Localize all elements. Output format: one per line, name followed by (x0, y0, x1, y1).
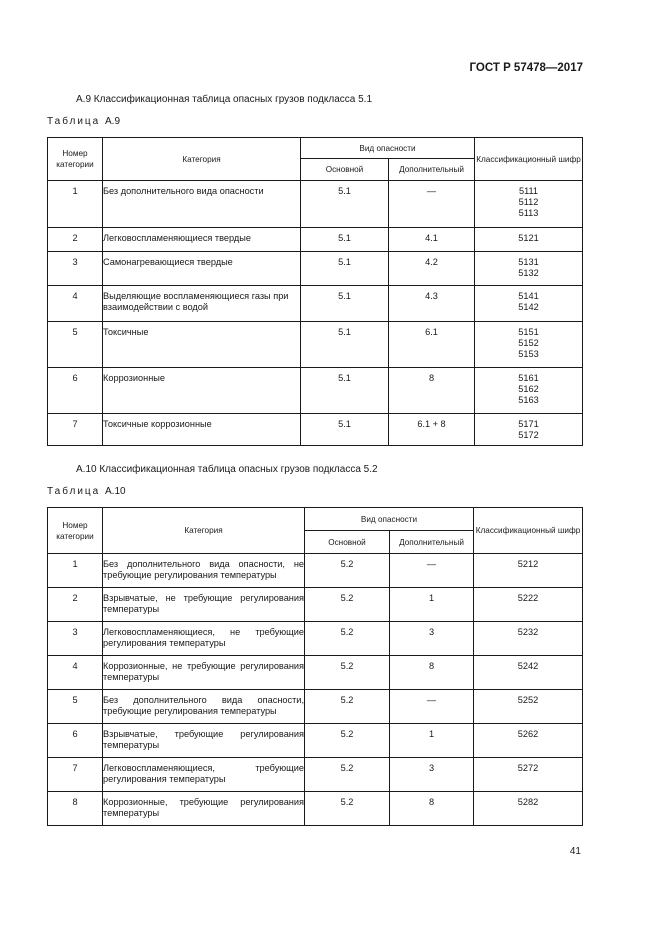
classification-code: 5272 (517, 763, 539, 773)
row-codes (475, 228, 583, 252)
table-row (48, 622, 583, 656)
row-main-danger: 5.2 (305, 758, 390, 792)
row-additional-danger: — (390, 690, 474, 724)
row-main-danger: 5.1 (301, 368, 389, 414)
row-additional-danger: 1 (390, 588, 474, 622)
classification-code: 5282 (517, 797, 539, 807)
classification-code: 5222 (517, 593, 539, 603)
row-additional-danger: 4.1 (389, 228, 475, 252)
section-title-a10: А.10 Классификационная таблица опасных грузов подкласса 5.2 (76, 464, 378, 475)
table-body-a9 (48, 181, 583, 446)
row-number: 2 (48, 228, 103, 252)
table-row (48, 252, 583, 286)
row-additional-danger: — (390, 554, 474, 588)
row-number: 2 (48, 588, 103, 622)
row-number: 5 (48, 690, 103, 724)
row-category: Самонагревающиеся твердые (103, 252, 301, 286)
row-number: 1 (48, 181, 103, 228)
row-category: Токсичные коррозионные (103, 414, 301, 446)
row-number: 3 (48, 622, 103, 656)
classification-code: 5171 (518, 419, 539, 429)
row-number: 7 (48, 414, 103, 446)
row-main-danger: 5.1 (301, 252, 389, 286)
table-row (48, 228, 583, 252)
header-code: Классификационный шифр (475, 138, 583, 181)
row-category: Взрывчатые, не требующие регулирования температуры (103, 588, 305, 622)
table-row (48, 322, 583, 368)
classification-code: 5161 (518, 373, 539, 383)
document-code: ГОСТ Р 57478—2017 (469, 62, 583, 74)
table-label-a9 (47, 116, 120, 127)
row-main-danger: 5.2 (305, 554, 390, 588)
row-main-danger: 5.1 (301, 181, 389, 228)
header-main: Основной (305, 531, 390, 554)
header-additional: Дополнительный (389, 159, 475, 181)
table-row (48, 758, 583, 792)
row-codes (474, 792, 583, 826)
classification-code: 5262 (517, 729, 539, 739)
row-main-danger: 5.2 (305, 622, 390, 656)
table-body-a10 (48, 554, 583, 826)
row-additional-danger: 1 (390, 724, 474, 758)
row-category: Токсичные (103, 322, 301, 368)
row-codes (474, 758, 583, 792)
row-category: Легковоспламеняющиеся твердые (103, 228, 301, 252)
classification-code: 5152 (518, 338, 539, 348)
header-code: Классификационный шифр (474, 508, 583, 554)
header-num: Номер категории (48, 138, 103, 181)
row-number: 1 (48, 554, 103, 588)
header-additional: Дополнительный (390, 531, 474, 554)
classification-code: 5142 (518, 302, 539, 312)
row-category: Легковоспламеняющиеся, требующие регулирования температуры (103, 758, 305, 792)
row-number: 4 (48, 286, 103, 322)
row-category: Взрывчатые, требующие регулирования температуры (103, 724, 305, 758)
table-label-word: Таблица (47, 116, 101, 127)
table-row (48, 181, 583, 228)
row-category: Коррозионные (103, 368, 301, 414)
row-main-danger: 5.2 (305, 690, 390, 724)
classification-code: 5163 (518, 395, 539, 405)
table-row (48, 724, 583, 758)
row-codes (474, 622, 583, 656)
table-row (48, 792, 583, 826)
table-label-word: Таблица (47, 486, 101, 497)
classification-code: 5232 (517, 627, 539, 637)
row-category: Легковоспламеняющиеся, не требующие регулирования температуры (103, 622, 305, 656)
classification-code: 5112 (518, 197, 539, 207)
classification-code: 5121 (518, 233, 539, 243)
row-category: Без дополнительного вида опасности, не требующие регулирования температуры (103, 554, 305, 588)
header-danger: Вид опасности (301, 138, 475, 159)
row-number: 5 (48, 322, 103, 368)
row-number: 8 (48, 792, 103, 826)
row-codes (475, 322, 583, 368)
row-main-danger: 5.2 (305, 792, 390, 826)
table-row (48, 414, 583, 446)
classification-code: 5132 (518, 268, 539, 278)
classification-table-a9 (47, 137, 583, 446)
table-row (48, 554, 583, 588)
classification-code: 5172 (518, 430, 539, 440)
row-codes (474, 690, 583, 724)
classification-code: 5113 (518, 208, 539, 218)
row-main-danger: 5.1 (301, 414, 389, 446)
table-row (48, 690, 583, 724)
classification-code: 5242 (517, 661, 539, 671)
row-codes (475, 286, 583, 322)
row-category: Без дополнительного вида опасности, требующие регулирования температуры (103, 690, 305, 724)
row-number: 6 (48, 368, 103, 414)
row-number: 4 (48, 656, 103, 690)
row-additional-danger: 8 (389, 368, 475, 414)
row-additional-danger: 6.1 + 8 (389, 414, 475, 446)
row-additional-danger: — (389, 181, 475, 228)
table-number: А.9 (105, 116, 121, 127)
table-label-a10 (47, 486, 126, 497)
classification-code: 5131 (518, 257, 539, 267)
row-additional-danger: 8 (390, 656, 474, 690)
classification-table-a10 (47, 507, 583, 826)
table-row (48, 656, 583, 690)
page-number: 41 (569, 846, 581, 857)
row-additional-danger: 3 (390, 758, 474, 792)
table-row (48, 368, 583, 414)
row-number: 3 (48, 252, 103, 286)
row-additional-danger: 3 (390, 622, 474, 656)
row-main-danger: 5.1 (301, 286, 389, 322)
row-category: Без дополнительного вида опасности (103, 181, 301, 228)
row-codes (475, 414, 583, 446)
classification-code: 5212 (517, 559, 539, 569)
row-codes (475, 368, 583, 414)
classification-code: 5162 (518, 384, 539, 394)
row-codes (475, 252, 583, 286)
row-category: Выделяющие воспламеняющиеся газы при взаимодействии с водой (103, 286, 301, 322)
section-title-a9: А.9 Классификационная таблица опасных грузов подкласса 5.1 (76, 94, 373, 105)
classification-code: 5141 (518, 291, 539, 301)
table-number: А.10 (105, 486, 126, 497)
header-category: Категория (103, 508, 305, 554)
row-additional-danger: 8 (390, 792, 474, 826)
header-main: Основной (301, 159, 389, 181)
row-main-danger: 5.1 (301, 228, 389, 252)
row-number: 6 (48, 724, 103, 758)
classification-code: 5153 (518, 349, 539, 359)
row-category: Коррозионные, не требующие регулирования температуры (103, 656, 305, 690)
classification-code: 5111 (518, 186, 539, 196)
header-category: Категория (103, 138, 301, 181)
row-main-danger: 5.2 (305, 724, 390, 758)
row-main-danger: 5.1 (301, 322, 389, 368)
row-codes (475, 181, 583, 228)
row-category: Коррозионные, требующие регулирования температуры (103, 792, 305, 826)
row-number: 7 (48, 758, 103, 792)
row-main-danger: 5.2 (305, 588, 390, 622)
row-codes (474, 554, 583, 588)
row-additional-danger: 4.3 (389, 286, 475, 322)
table-row (48, 588, 583, 622)
row-codes (474, 588, 583, 622)
classification-code: 5252 (517, 695, 539, 705)
row-additional-danger: 6.1 (389, 322, 475, 368)
row-codes (474, 724, 583, 758)
header-num: Номер категории (48, 508, 103, 554)
row-codes (474, 656, 583, 690)
table-row (48, 286, 583, 322)
classification-code: 5151 (518, 327, 539, 337)
row-additional-danger: 4.2 (389, 252, 475, 286)
header-danger: Вид опасности (305, 508, 474, 531)
row-main-danger: 5.2 (305, 656, 390, 690)
